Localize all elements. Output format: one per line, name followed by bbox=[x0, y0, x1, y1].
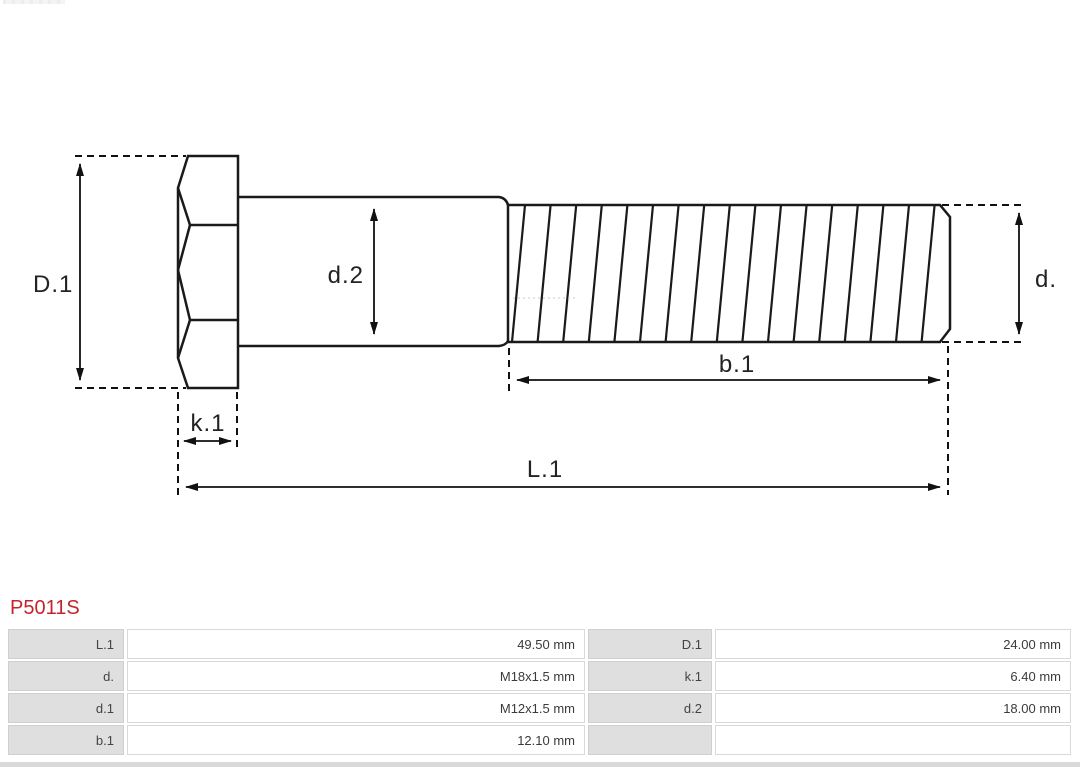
dim-label-d: d. bbox=[1035, 266, 1058, 293]
next-section-edge bbox=[0, 762, 1080, 767]
spec-label: L.1 bbox=[8, 629, 124, 659]
spec-table bbox=[8, 629, 1071, 755]
spec-value: 18.00 mm bbox=[715, 693, 1071, 723]
spec-label: b.1 bbox=[8, 725, 124, 755]
spec-label: D.1 bbox=[588, 629, 712, 659]
dim-label-k1: k.1 bbox=[190, 410, 226, 437]
extension-lines bbox=[75, 156, 1023, 495]
spec-label: d.2 bbox=[588, 693, 712, 723]
spec-label: d. bbox=[8, 661, 124, 691]
spec-value: 49.50 mm bbox=[127, 629, 585, 659]
bolt-head-facet-mid-upper bbox=[178, 225, 190, 270]
dim-label-D1: D.1 bbox=[33, 271, 74, 298]
bolt-outline bbox=[178, 156, 950, 388]
bolt-head-facet-top bbox=[178, 188, 238, 225]
spec-label: d.1 bbox=[8, 693, 124, 723]
spec-value bbox=[715, 725, 1071, 755]
spec-value: M12x1.5 mm bbox=[127, 693, 585, 723]
dim-label-L1: L.1 bbox=[526, 456, 564, 483]
spec-value: 12.10 mm bbox=[127, 725, 585, 755]
bolt-thread-lines bbox=[512, 205, 935, 342]
part-number-link[interactable]: P5011S bbox=[10, 597, 80, 619]
bolt-shank-bottom bbox=[238, 341, 508, 346]
spec-value: 6.40 mm bbox=[715, 661, 1071, 691]
bolt-head-facet-bottom bbox=[178, 320, 190, 358]
spec-label bbox=[588, 725, 712, 755]
spec-value: M18x1.5 mm bbox=[127, 661, 585, 691]
dim-label-d2: d.2 bbox=[327, 262, 364, 289]
dim-label-b1: b.1 bbox=[718, 351, 756, 378]
bolt-head-facet-mid-lower bbox=[178, 270, 238, 320]
spec-label: k.1 bbox=[588, 661, 712, 691]
bolt-shank-top bbox=[238, 197, 508, 205]
spec-value: 24.00 mm bbox=[715, 629, 1071, 659]
bolt-head bbox=[178, 156, 238, 388]
